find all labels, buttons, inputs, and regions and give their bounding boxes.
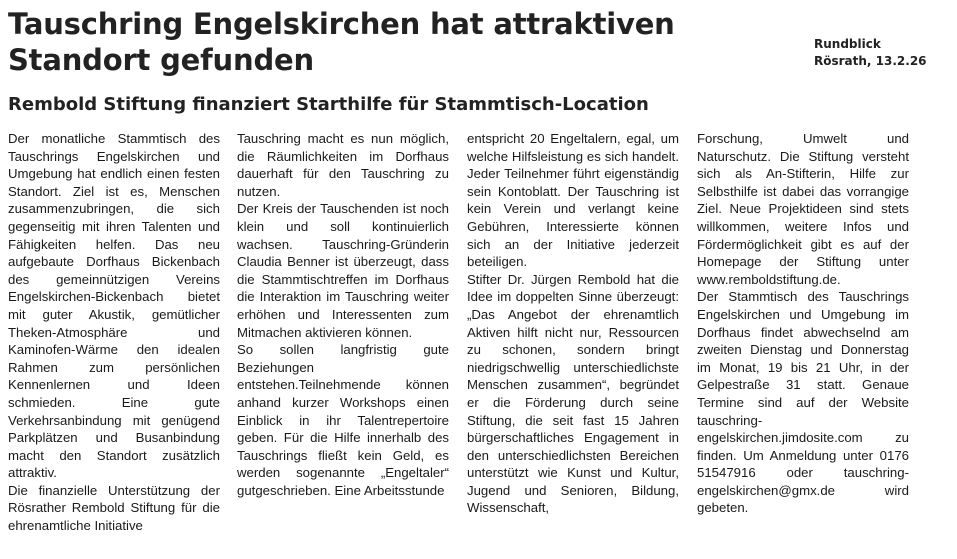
paragraph: Forschung, Umwelt und Naturschutz. Die Stiftung versteht sich als An-Stifterin, Hilfe zur Selbsthilfe ist dabei das vorrangige Ziel. Neue Projektideen sind stets willkommen, weitere Infos und Fördermöglichkeit gibt es auf der Homepage der Stiftung unter www.remboldstiftung.de. xyxy=(697,131,909,287)
paragraph: Stifter Dr. Jürgen Rembold hat die Idee im doppelten Sinne überzeugt: „Das Angebot der ehrenamtlich Aktiven hilft nicht nur, Ressourcen zu schonen, sondern bringt niedrigschwellig unterschiedlichste Menschen zusammen“, begründet er die Förderung durch seine Stiftung, die seit fast 15 Jahren bürgerschaftliches Engagement in den unterschiedlichsten Bereichen unterstützt wie Kunst und Kultur, Jugend und Senioren, Bildung, Wissenschaft, xyxy=(467,271,679,516)
paragraph: Der monatliche Stammtisch des Tauschrings Engelskirchen und Umgebung hat endlich einen festen Standort. Ziel ist es, Menschen zusammenzubringen, die sich gegenseitig mit ihren Talenten und Fähigkeiten helfen. Das neu aufgebaute Dorfhaus Bickenbach des gemeinnützigen Vereins Engelskirchen-Bickenbach bietet mit guter Akustik, gemütlicher Theken-Atmosphäre und Kaminofen-Wärme den idealen Rahmen zum persönlichen Kennenlernen und Ideen schmieden. Eine gute Verkehrsanbindung mit genügend Parkplätzen und Busanbindung macht den Standort zusätzlich attraktiv. xyxy=(8,131,220,481)
article-subtitle: Rembold Stiftung finanziert Starthilfe für Stammtisch-Location xyxy=(8,94,649,115)
article-body xyxy=(8,130,920,559)
paragraph: Der Stammtisch des Tauschrings Engelskirchen und Umgebung im Dorfhaus findet abwechselnd am zweiten Dienstag und Donnerstag im Monat, 19 bis 21 Uhr, in der Gelpestraße 31 statt. Genaue Termine sind auf der Website tauschring-engelskirchen.jimdosite.com zu finden. Um Anmeldung unter 0176 51547916 oder tauschring-engelskirchen@gmx.de wird gebeten. xyxy=(697,289,909,516)
text-column-3 xyxy=(467,130,679,517)
article-headline: Tauschring Engelskirchen hat attraktiven Standort gefunden xyxy=(8,7,675,77)
text-column-2 xyxy=(237,130,449,499)
source-place-date: Rösrath, 13.2.26 xyxy=(814,54,927,68)
text-column-1 xyxy=(8,130,220,535)
paragraph: Tauschring macht es nun möglich, die Räumlichkeiten im Dorfhaus dauerhaft für den Tauschring zu nutzen. xyxy=(237,131,449,199)
text-column-4 xyxy=(697,130,909,517)
source-name: Rundblick xyxy=(814,37,881,51)
paragraph: Die finanzielle Unterstützung der Rösrather Rembold Stiftung für die ehrenamtliche Initiative xyxy=(8,482,220,534)
paragraph: So sollen langfristig gute Beziehungen entstehen.Teilnehmende können anhand kurzer Workshops einen Einblick in ihr Talentrepertoire geben. Für die Hilfe innerhalb des Tauschrings fließt kein Geld, es werden sogenannte „Engeltaler“ gutgeschrieben. Eine Arbeitsstunde xyxy=(237,342,449,498)
paragraph: entspricht 20 Engeltalern, egal, um welche Hilfsleistung es sich handelt. Jeder Teilnehmer führt eigenständig sein Kontoblatt. Der Tauschring ist kein Verein und verlangt keine Gebühren, Interessierte können sich an der Initiative jederzeit beteiligen. xyxy=(467,131,679,270)
source-block xyxy=(814,36,927,70)
paragraph: Der Kreis der Tauschenden ist noch klein und soll kontinuierlich wachsen. Tauschring-Gründerin Claudia Benner ist überzeugt, dass die Stammtischtreffen im Dorfhaus die Interaktion im Tauschring weiter erhöhen und Interessenten zum Mitmachen aktivieren können. xyxy=(237,201,449,340)
